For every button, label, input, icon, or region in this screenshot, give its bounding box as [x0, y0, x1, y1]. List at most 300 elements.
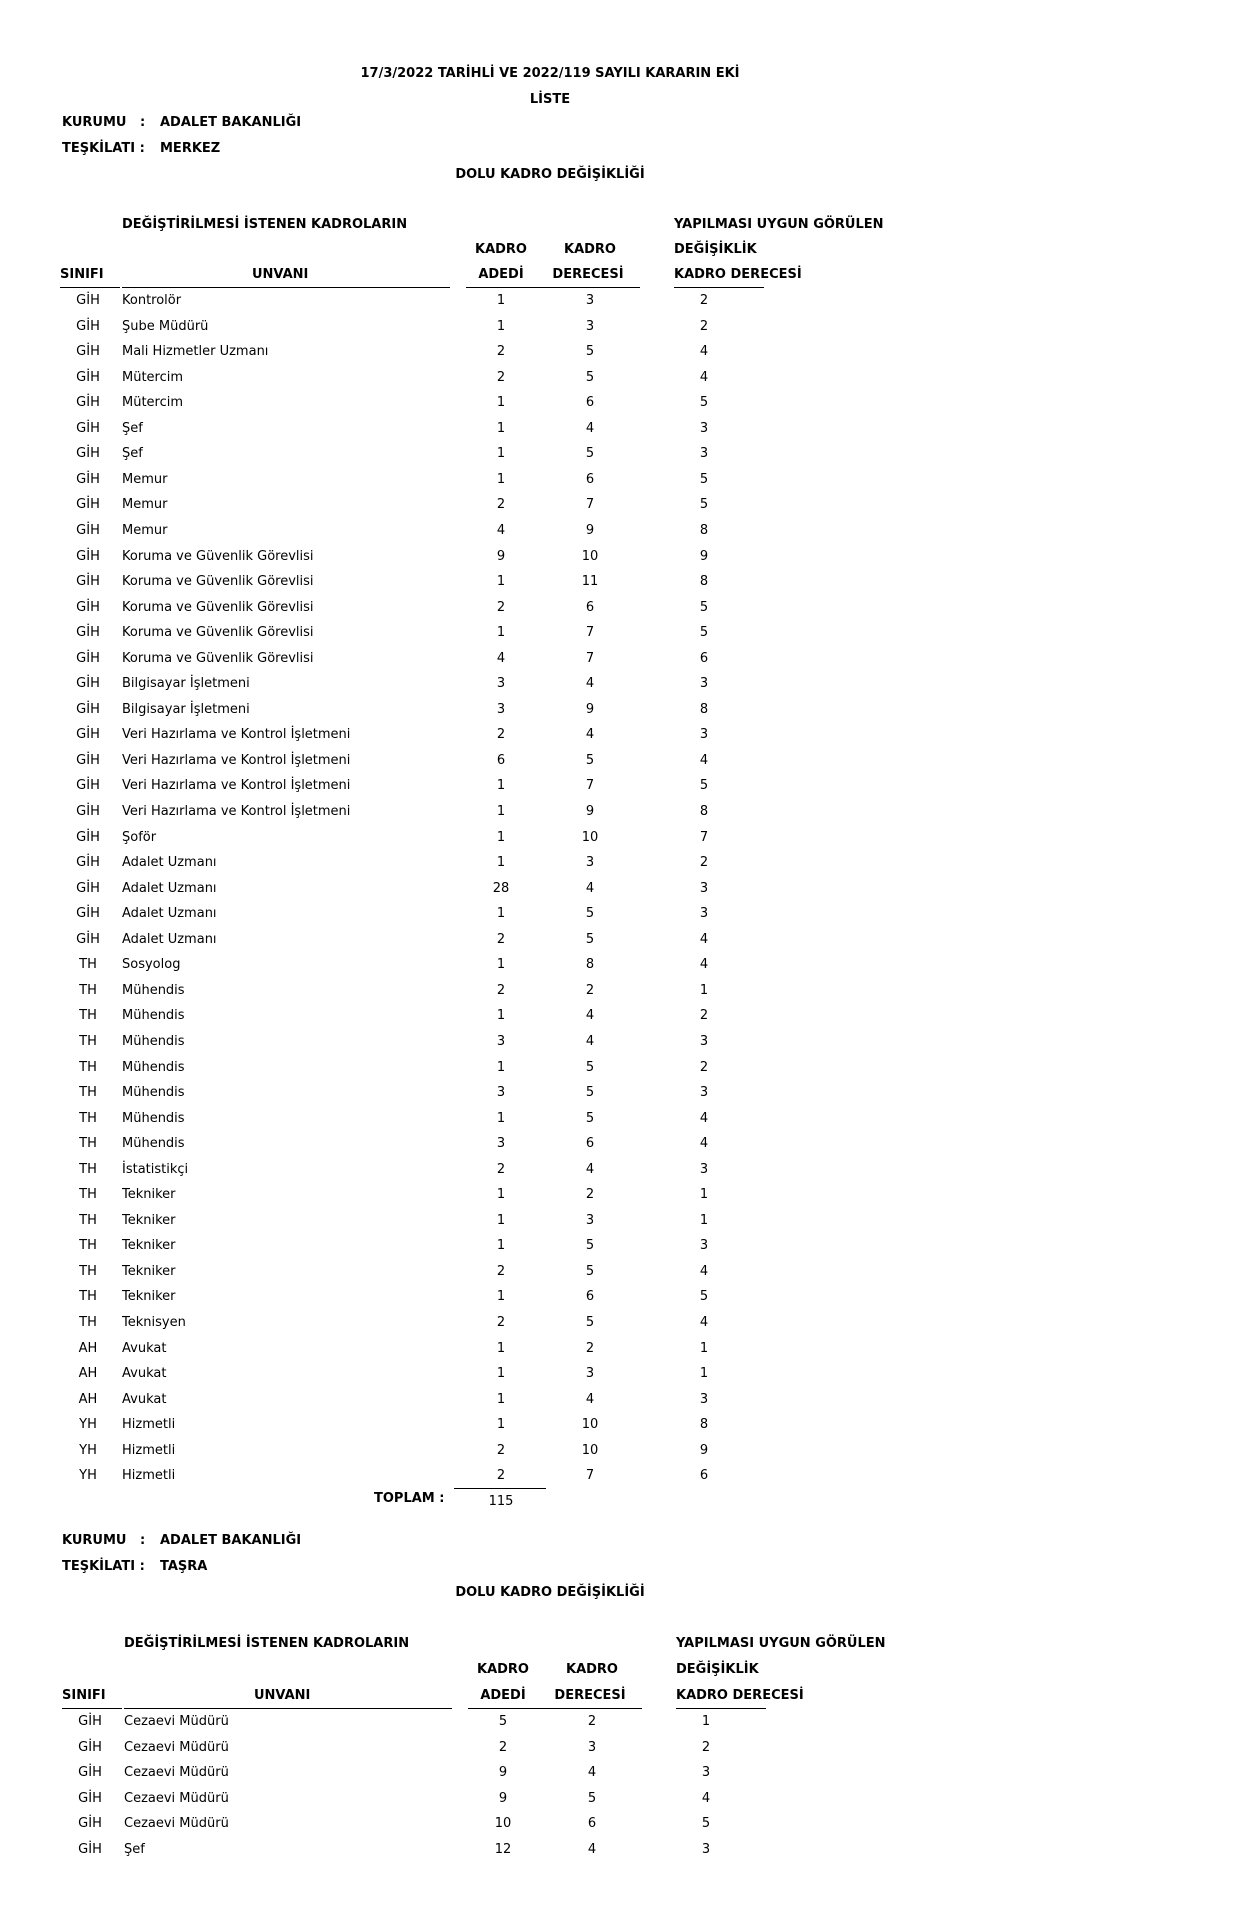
table-row — [0, 421, 1252, 446]
yeni-derece-cell: 5 — [699, 1289, 709, 1305]
yeni-derece-cell: 4 — [699, 752, 709, 768]
yeni-derece-cell: 5 — [699, 599, 709, 615]
sinifi-cell: GİH — [76, 574, 100, 590]
yeni-derece-cell: 2 — [699, 855, 709, 871]
adet-cell: 2 — [496, 1161, 506, 1177]
adet-cell: 6 — [496, 752, 506, 768]
adedi-underline — [466, 287, 536, 288]
yeni-derece-cell: 3 — [699, 446, 709, 462]
adet-cell: 3 — [496, 1136, 506, 1152]
adet-cell: 9 — [498, 1790, 508, 1806]
sinifi-cell: TH — [79, 1136, 97, 1152]
unvani-cell: Veri Hazırlama ve Kontrol İşletmeni — [122, 778, 351, 794]
unvani-cell: Sosyolog — [122, 957, 181, 973]
sinifi-cell: GİH — [76, 395, 100, 411]
derece-cell: 3 — [587, 1739, 597, 1755]
derece-cell: 4 — [585, 1008, 595, 1024]
sinifi-cell: TH — [79, 1085, 97, 1101]
kadro-derecesi-underline — [674, 287, 764, 288]
sinifi-cell: GİH — [76, 650, 100, 666]
sinifi-cell: GİH — [76, 318, 100, 334]
adet-cell: 1 — [496, 855, 506, 871]
unvani-cell: Memur — [122, 497, 168, 513]
unvani-cell: Adalet Uzmanı — [122, 906, 217, 922]
unvani-cell: Koruma ve Güvenlik Görevlisi — [122, 574, 314, 590]
table-row — [0, 753, 1252, 778]
table-row — [0, 676, 1252, 701]
adet-cell: 9 — [496, 548, 506, 564]
table-row — [0, 293, 1252, 318]
unvani-heading-2: UNVANI — [254, 1688, 311, 1703]
table-row — [0, 1392, 1252, 1417]
unvani-cell: Mühendis — [122, 982, 185, 998]
sinifi-cell: TH — [79, 1008, 97, 1024]
unvani-cell: Teknisyen — [122, 1315, 186, 1330]
sinifi-cell: GİH — [76, 522, 100, 538]
sinifi-cell: GİH — [78, 1842, 102, 1857]
yapilmasi-heading-2: YAPILMASI UYGUN GÖRÜLEN — [676, 1636, 886, 1651]
adet-cell: 2 — [498, 1739, 508, 1755]
yeni-derece-cell: 3 — [699, 420, 709, 436]
unvani-cell: Hizmetli — [122, 1468, 176, 1484]
adet-cell: 1 — [496, 1008, 506, 1024]
derece-cell: 4 — [585, 727, 595, 743]
unvani-cell: Tekniker — [122, 1263, 176, 1279]
yeni-derece-cell: 1 — [699, 1366, 709, 1382]
yeni-derece-cell: 3 — [699, 1161, 709, 1177]
yeni-derece-cell: 3 — [699, 1391, 709, 1407]
yeni-derece-cell: 1 — [699, 1187, 709, 1203]
derece-cell: 4 — [587, 1765, 597, 1781]
teskilati-label-2: TEŞKİLATI : — [62, 1559, 145, 1574]
table-row — [0, 855, 1252, 880]
unvani-cell: Cezaevi Müdürü — [124, 1816, 229, 1832]
adet-cell: 5 — [498, 1714, 508, 1729]
table-row — [0, 932, 1252, 957]
derece-cell: 5 — [585, 1085, 595, 1101]
sinifi-cell: TH — [79, 1238, 97, 1254]
sinifi-cell: TH — [79, 1110, 97, 1126]
table-row — [0, 1162, 1252, 1187]
kadro-heading-2b: KADRO — [566, 1662, 618, 1677]
adet-cell: 2 — [496, 344, 506, 360]
yeni-derece-cell: 2 — [701, 1739, 711, 1755]
adet-cell: 3 — [496, 676, 506, 692]
yeni-derece-cell: 8 — [699, 804, 709, 819]
table-row — [0, 446, 1252, 471]
sinifi-heading-2: SINIFI — [62, 1688, 106, 1703]
derece-cell: 9 — [585, 522, 595, 538]
sinifi-cell: GİH — [76, 497, 100, 513]
unvani-cell: Avukat — [122, 1340, 167, 1356]
sinifi-cell: GİH — [76, 778, 100, 794]
yeni-derece-cell: 1 — [699, 1340, 709, 1356]
derece-cell: 3 — [585, 318, 595, 334]
derece-cell: 2 — [585, 982, 595, 998]
table-row — [0, 1341, 1252, 1366]
unvani-cell: Mütercim — [122, 395, 184, 411]
yeni-derece-cell: 3 — [699, 1238, 709, 1254]
adedi-underline-2 — [468, 1708, 538, 1709]
table-row — [0, 497, 1252, 522]
adet-cell: 2 — [496, 497, 506, 513]
adet-cell: 1 — [496, 1366, 506, 1382]
derece-cell: 5 — [585, 1059, 595, 1075]
sinifi-cell: GİH — [76, 369, 100, 385]
yeni-derece-cell: 4 — [699, 957, 709, 973]
table-row — [0, 523, 1252, 548]
derece-cell: 4 — [585, 1161, 595, 1177]
yeni-derece-cell: 9 — [699, 548, 709, 564]
unvani-cell: Veri Hazırlama ve Kontrol İşletmeni — [122, 752, 351, 768]
adet-cell: 1 — [496, 1212, 506, 1228]
table-row — [0, 600, 1252, 625]
table-row — [0, 1443, 1252, 1468]
teskilat-value: MERKEZ — [160, 141, 221, 156]
adet-cell: 2 — [496, 1468, 506, 1484]
derece-cell: 5 — [585, 1110, 595, 1126]
yeni-derece-cell: 3 — [699, 880, 709, 896]
derecesi-heading-2: DERECESİ — [554, 1688, 626, 1703]
yeni-derece-cell: 3 — [699, 676, 709, 692]
adet-cell: 1 — [496, 778, 506, 794]
unvani-cell: Koruma ve Güvenlik Görevlisi — [122, 625, 314, 641]
table-row — [0, 804, 1252, 829]
derece-cell: 7 — [585, 1468, 595, 1484]
dolu-kadro-title: DOLU KADRO DEĞİŞİKLİĞİ — [455, 167, 645, 182]
table-row — [0, 1816, 1252, 1841]
derece-cell: 4 — [585, 676, 595, 692]
unvani-cell: Mühendis — [122, 1008, 185, 1024]
sinifi-cell: YH — [79, 1442, 97, 1458]
sinifi-cell: AH — [78, 1366, 98, 1382]
derecesi-underline — [536, 287, 640, 288]
derece-cell: 6 — [585, 395, 595, 411]
derece-cell: 7 — [585, 625, 595, 641]
table-row — [0, 344, 1252, 369]
yeni-derece-cell: 8 — [699, 1417, 709, 1433]
sinifi-cell: GİH — [76, 829, 100, 845]
derece-cell: 5 — [585, 1315, 595, 1330]
sinifi-cell: TH — [79, 1315, 97, 1330]
adet-cell: 1 — [496, 804, 506, 819]
adet-cell: 1 — [496, 906, 506, 922]
derece-cell: 5 — [585, 931, 595, 947]
adet-cell: 1 — [496, 1187, 506, 1203]
sinifi-heading: SINIFI — [60, 267, 104, 282]
sinifi-cell: TH — [79, 1289, 97, 1305]
adet-cell: 1 — [496, 1417, 506, 1433]
derece-cell: 6 — [585, 1136, 595, 1152]
adet-cell: 2 — [496, 727, 506, 743]
yeni-derece-cell: 4 — [699, 1136, 709, 1152]
sinifi-cell: TH — [79, 1212, 97, 1228]
sinifi-cell: GİH — [76, 931, 100, 947]
adet-cell: 1 — [496, 1110, 506, 1126]
derece-cell: 6 — [585, 471, 595, 487]
kadro-heading-2: KADRO — [564, 242, 616, 257]
unvani-cell: Cezaevi Müdürü — [124, 1765, 229, 1781]
sinifi-cell: GİH — [76, 906, 100, 922]
table-row — [0, 778, 1252, 803]
derece-cell: 3 — [585, 293, 595, 308]
unvani-cell: Cezaevi Müdürü — [124, 1739, 229, 1755]
derece-cell: 10 — [581, 829, 599, 845]
unvani-cell: Koruma ve Güvenlik Görevlisi — [122, 548, 314, 564]
sinifi-cell: GİH — [78, 1739, 102, 1755]
sinifi-cell: TH — [79, 1187, 97, 1203]
teskilat-value-2: TAŞRA — [160, 1559, 208, 1574]
kadro-derecesi-heading-2: KADRO DERECESİ — [676, 1688, 804, 1703]
adet-cell: 1 — [496, 1391, 506, 1407]
adet-cell: 1 — [496, 395, 506, 411]
derece-cell: 4 — [587, 1842, 597, 1857]
yeni-derece-cell: 3 — [701, 1765, 711, 1781]
sinifi-cell: GİH — [76, 804, 100, 819]
unvani-cell: Memur — [122, 471, 168, 487]
derece-cell: 7 — [585, 497, 595, 513]
derece-cell: 6 — [585, 1289, 595, 1305]
sinifi-cell: GİH — [76, 548, 100, 564]
adet-cell: 1 — [496, 1340, 506, 1356]
sinifi-cell: GİH — [76, 880, 100, 896]
unvani-underline-2 — [124, 1708, 452, 1709]
yeni-derece-cell: 5 — [699, 395, 709, 411]
unvani-cell: İstatistikçi — [122, 1161, 189, 1177]
yeni-derece-cell: 4 — [699, 1263, 709, 1279]
derece-cell: 2 — [585, 1187, 595, 1203]
derece-cell: 5 — [585, 906, 595, 922]
unvani-cell: Mühendis — [122, 1085, 185, 1101]
yeni-derece-cell: 5 — [699, 497, 709, 513]
yeni-derece-cell: 9 — [699, 1442, 709, 1458]
yeni-derece-cell: 4 — [699, 369, 709, 385]
yeni-derece-cell: 2 — [699, 1008, 709, 1024]
adet-cell: 1 — [496, 1059, 506, 1075]
yeni-derece-cell: 3 — [699, 727, 709, 743]
table-row — [0, 1060, 1252, 1085]
derece-cell: 4 — [585, 420, 595, 436]
kurumu-separator-2: : — [140, 1533, 146, 1548]
sinifi-cell: GİH — [76, 446, 100, 462]
derece-cell: 4 — [585, 1391, 595, 1407]
unvani-cell: Şef — [122, 420, 143, 436]
unvani-underline — [122, 287, 450, 288]
table-row — [0, 549, 1252, 574]
adet-cell: 2 — [496, 1315, 506, 1330]
unvani-cell: Veri Hazırlama ve Kontrol İşletmeni — [122, 804, 351, 819]
adet-cell: 1 — [496, 471, 506, 487]
derece-cell: 6 — [587, 1816, 597, 1832]
adet-cell: 2 — [496, 599, 506, 615]
sinifi-cell: GİH — [76, 676, 100, 692]
derece-cell: 2 — [587, 1714, 597, 1729]
unvani-cell: Cezaevi Müdürü — [124, 1790, 229, 1806]
unvani-cell: Mütercim — [122, 369, 184, 385]
sinifi-cell: GİH — [76, 599, 100, 615]
unvani-cell: Mühendis — [122, 1136, 185, 1152]
unvani-cell: Adalet Uzmanı — [122, 931, 217, 947]
adet-cell: 1 — [496, 574, 506, 590]
dolu-kadro-title-2: DOLU KADRO DEĞİŞİKLİĞİ — [455, 1585, 645, 1600]
toplam-label: TOPLAM : — [374, 1491, 445, 1506]
table-row — [0, 625, 1252, 650]
unvani-cell: Mühendis — [122, 1059, 185, 1075]
table-row — [0, 830, 1252, 855]
yeni-derece-cell: 3 — [701, 1842, 711, 1857]
sinifi-cell: TH — [79, 982, 97, 998]
table-row — [0, 395, 1252, 420]
derece-cell: 5 — [585, 446, 595, 462]
unvani-cell: Veri Hazırlama ve Kontrol İşletmeni — [122, 727, 351, 743]
sinifi-cell: TH — [79, 957, 97, 973]
kurum-value-2: ADALET BAKANLIĞI — [160, 1533, 302, 1548]
yeni-derece-cell: 5 — [699, 778, 709, 794]
adet-cell: 2 — [496, 982, 506, 998]
sinifi-cell: TH — [79, 1059, 97, 1075]
table-row — [0, 881, 1252, 906]
adet-cell: 28 — [492, 880, 510, 896]
table-row — [0, 1034, 1252, 1059]
sinifi-cell: TH — [79, 1161, 97, 1177]
table-row — [0, 957, 1252, 982]
table-row — [0, 1468, 1252, 1493]
kadro-heading-2a: KADRO — [477, 1662, 529, 1677]
yeni-derece-cell: 4 — [699, 931, 709, 947]
sinifi-cell: AH — [78, 1391, 98, 1407]
kurumu-separator: : — [140, 115, 146, 130]
table-row — [0, 702, 1252, 727]
sinifi-cell: YH — [79, 1468, 97, 1484]
kadro-derecesi-underline-2 — [676, 1708, 766, 1709]
unvani-cell: Şube Müdürü — [122, 318, 209, 334]
adet-cell: 3 — [496, 1085, 506, 1101]
yeni-derece-cell: 8 — [699, 701, 709, 717]
sinifi-cell: GİH — [76, 855, 100, 871]
unvani-cell: Tekniker — [122, 1212, 176, 1228]
yeni-derece-cell: 8 — [699, 574, 709, 590]
yeni-derece-cell: 8 — [699, 522, 709, 538]
table-row — [0, 983, 1252, 1008]
derece-cell: 9 — [585, 804, 595, 819]
table-row — [0, 1417, 1252, 1442]
unvani-cell: Koruma ve Güvenlik Görevlisi — [122, 599, 314, 615]
table-row — [0, 1765, 1252, 1790]
teskilati-label: TEŞKİLATI : — [62, 141, 145, 156]
unvani-cell: Tekniker — [122, 1238, 176, 1254]
yeni-derece-cell: 3 — [699, 1033, 709, 1049]
yeni-derece-cell: 2 — [699, 1059, 709, 1075]
derece-cell: 7 — [585, 778, 595, 794]
table-row — [0, 1111, 1252, 1136]
adet-cell: 2 — [496, 1263, 506, 1279]
table-row — [0, 1187, 1252, 1212]
adet-cell: 1 — [496, 293, 506, 308]
unvani-cell: Adalet Uzmanı — [122, 855, 217, 871]
table-row — [0, 1740, 1252, 1765]
table-row — [0, 906, 1252, 931]
unvani-cell: Adalet Uzmanı — [122, 880, 217, 896]
table-row — [0, 1366, 1252, 1391]
adet-cell: 2 — [496, 931, 506, 947]
degistirilmesi-heading: DEĞİŞTİRİLMESİ İSTENEN KADROLARIN — [122, 217, 408, 232]
derece-cell: 5 — [585, 1263, 595, 1279]
yeni-derece-cell: 1 — [699, 982, 709, 998]
yeni-derece-cell: 2 — [699, 318, 709, 334]
sinifi-cell: TH — [79, 1263, 97, 1279]
sinifi-cell: GİH — [76, 420, 100, 436]
adet-cell: 1 — [496, 420, 506, 436]
adet-cell: 1 — [496, 625, 506, 641]
unvani-cell: Bilgisayar İşletmeni — [122, 676, 250, 692]
degisiklik-heading: DEĞİŞİKLİK — [674, 242, 757, 257]
table-row — [0, 1008, 1252, 1033]
yeni-derece-cell: 4 — [699, 1110, 709, 1126]
table-row — [0, 1791, 1252, 1816]
derecesi-heading: DERECESİ — [552, 267, 624, 282]
derece-cell: 10 — [581, 1417, 599, 1433]
sinifi-cell: YH — [79, 1417, 97, 1433]
derece-cell: 5 — [587, 1790, 597, 1806]
table-row — [0, 1213, 1252, 1238]
derece-cell: 6 — [585, 599, 595, 615]
yeni-derece-cell: 4 — [699, 344, 709, 360]
sinifi-cell: GİH — [76, 344, 100, 360]
yeni-derece-cell: 5 — [699, 625, 709, 641]
sinifi-cell: GİH — [76, 701, 100, 717]
kurumu-label: KURUMU — [62, 115, 127, 130]
table-row — [0, 1085, 1252, 1110]
unvani-cell: Hizmetli — [122, 1442, 176, 1458]
sinifi-cell: TH — [79, 1033, 97, 1049]
degisiklik-heading-2: DEĞİŞİKLİK — [676, 1662, 759, 1677]
sinifi-cell: GİH — [76, 727, 100, 743]
adet-cell: 1 — [496, 1238, 506, 1254]
yeni-derece-cell: 1 — [699, 1212, 709, 1228]
toplam-value: 115 — [488, 1494, 514, 1509]
adet-cell: 3 — [496, 701, 506, 717]
sinifi-cell: GİH — [78, 1816, 102, 1832]
unvani-cell: Şoför — [122, 829, 157, 845]
table-row — [0, 1289, 1252, 1314]
sinifi-cell: GİH — [78, 1765, 102, 1781]
unvani-cell: Avukat — [122, 1366, 167, 1382]
sinifi-underline — [60, 287, 120, 288]
derece-cell: 3 — [585, 1212, 595, 1228]
derece-cell: 2 — [585, 1340, 595, 1356]
yeni-derece-cell: 1 — [701, 1714, 711, 1729]
unvani-cell: Hizmetli — [122, 1417, 176, 1433]
adet-cell: 4 — [496, 650, 506, 666]
adet-cell: 2 — [496, 1442, 506, 1458]
adet-cell: 1 — [496, 1289, 506, 1305]
yeni-derece-cell: 4 — [701, 1790, 711, 1806]
derece-cell: 4 — [585, 880, 595, 896]
table-row — [0, 1238, 1252, 1263]
derece-cell: 4 — [585, 1033, 595, 1049]
kadro-heading-1: KADRO — [475, 242, 527, 257]
derece-cell: 10 — [581, 1442, 599, 1458]
derece-cell: 10 — [581, 548, 599, 564]
sinifi-cell: GİH — [76, 471, 100, 487]
unvani-cell: Cezaevi Müdürü — [124, 1714, 229, 1729]
table-row — [0, 319, 1252, 344]
table-row — [0, 1136, 1252, 1161]
yeni-derece-cell: 5 — [701, 1816, 711, 1832]
unvani-cell: Avukat — [122, 1391, 167, 1407]
adet-cell: 2 — [496, 369, 506, 385]
unvani-cell: Bilgisayar İşletmeni — [122, 701, 250, 717]
